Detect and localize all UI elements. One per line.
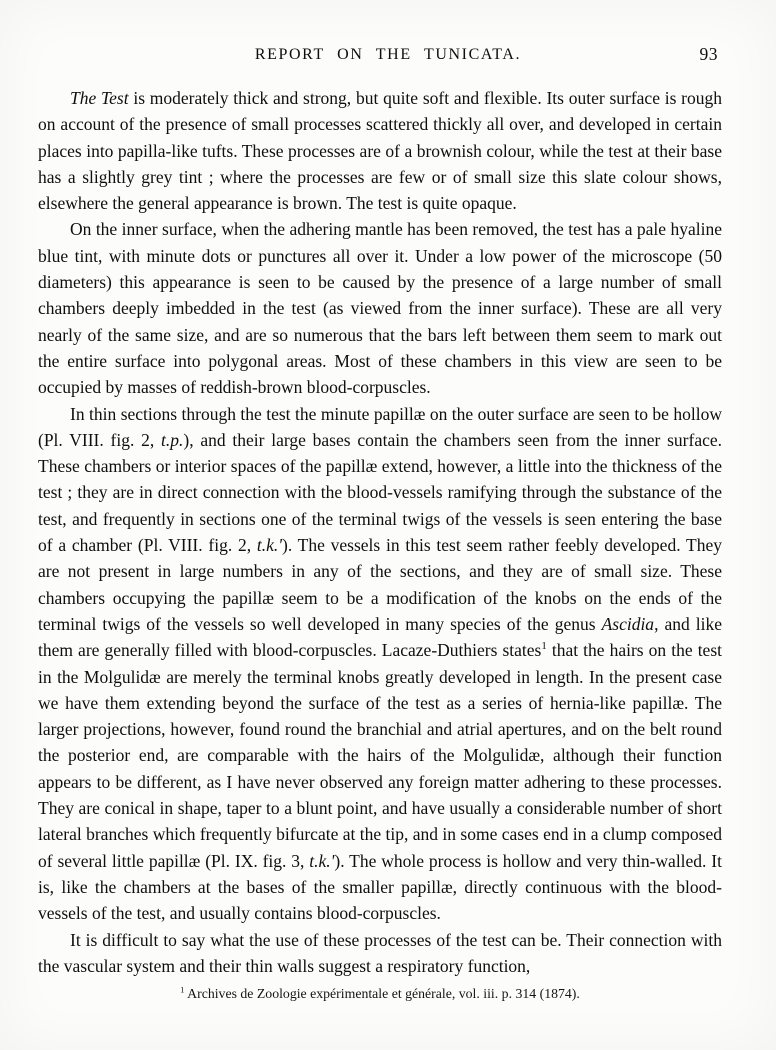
footnote-marker: 1	[180, 984, 185, 995]
italic-abbrev-tk-2: t.k.'	[309, 850, 335, 871]
page-number: 93	[699, 44, 718, 64]
paragraph-1-text: is moderately thick and strong, but quite soft and flexible. Its outer surface is rough on account of the presence of small processes scattered thickly all over, and developed in certain places into papilla-like tufts. These processes are of a brownish colour, while the test at their base has a slightly grey tint ; where the processes are few or of small size this slate colour shows, elsewhere the general appearance is brown. The test is quite opaque.	[38, 88, 722, 214]
paragraph-2	[38, 216, 722, 400]
paragraph-3-text-b: ), and their large bases contain the chambers seen from the inner surface. These chambers or interior spaces of the papillæ extend, however, a little into the thickness of the test ; they are in direct connection with the blood-vessels ramifying through the substance of the test, and frequently in sections one of the terminal twigs of the vessels is seen entering the base of a chamber (Pl. VIII. fig. 2,	[38, 429, 722, 556]
running-head-title: REPORT ON THE TUNICATA.	[254, 46, 522, 63]
italic-genus-ascidia: Ascidia	[601, 613, 655, 634]
paragraph-2-text: On the inner surface, when the adhering mantle has been removed, the test has a pale hyaline blue tint, with minute dots or punctures all over it. Under a low power of the microscope (50 diameters) this appearance is seen to be caused by the presence of a large number of small chambers deeply imbedded in the test (as viewed from the inner surface). These are all very nearly of the same size, and are so numerous that the bars left between them seem to mark out the entire surface into polygonal areas. Most of these chambers in this view are seen to be occupied by masses of reddish-brown blood-corpuscles.	[38, 219, 722, 398]
footnote	[38, 985, 722, 1003]
paragraph-3-text-e: that the hairs on the test in the Molgulidæ are merely the terminal knobs greatly developed in length. In the present case we have them extending beyond the surface of the test as a series of hernia-like papillæ. The larger projections, however, found round the branchial and atrial apertures, and on the belt round the posterior end, are comparable with the hairs of the Molgulidæ, although their function appears to be different, as I have never observed any foreign matter adhering to these processes. They are conical in shape, taper to a blunt point, and have usually a considerable number of short lateral branches which frequently bifurcate at the tip, and in some cases end in a clump composed of several little papillæ (Pl. IX. fig. 3,	[38, 640, 722, 871]
italic-abbrev-tp: t.p.	[161, 429, 184, 450]
paragraph-1	[38, 85, 722, 216]
paragraph-4-text: It is difficult to say what the use of these processes of the test can be. Their connection with the vascular system and their thin walls suggest a respiratory function,	[38, 929, 722, 976]
italic-abbrev-tk-1: t.k.'	[256, 535, 283, 556]
paragraph-3-text-c: ). The vessels in this test seem rather feebly developed. They are not present in large numbers in any of the sections, and they are of small size. These chambers occupying the papillæ seem to be a modification of the knobs on the ends of the terminal twigs of the vessels so well developed in many species of the genus	[38, 535, 722, 634]
paragraph-3-text-f: ). The whole process is hollow and very thin-walled. It is, like the chambers at the bases of the smaller papillæ, directly continuous with the blood-vessels of the test, and usually contains blood-corpuscles.	[38, 850, 722, 924]
paragraph-3	[38, 401, 722, 927]
paragraph-3-text-a: In thin sections through the test the minute papillæ on the outer surface are seen to be hollow (Pl. VIII. fig. 2,	[38, 403, 722, 450]
paragraph-3-text-d: , and like them are generally filled with blood-corpuscles. Lacaze-Duthiers states	[38, 613, 722, 661]
italic-phrase-the-test: The Test	[70, 88, 129, 108]
paragraph-4	[38, 927, 722, 980]
footnote-text: Archives de Zoologie expérimentale et générale, vol. iii. p. 314 (1874).	[187, 986, 580, 1002]
body-text	[38, 85, 722, 1003]
footnote-reference-mark: 1	[541, 640, 547, 653]
